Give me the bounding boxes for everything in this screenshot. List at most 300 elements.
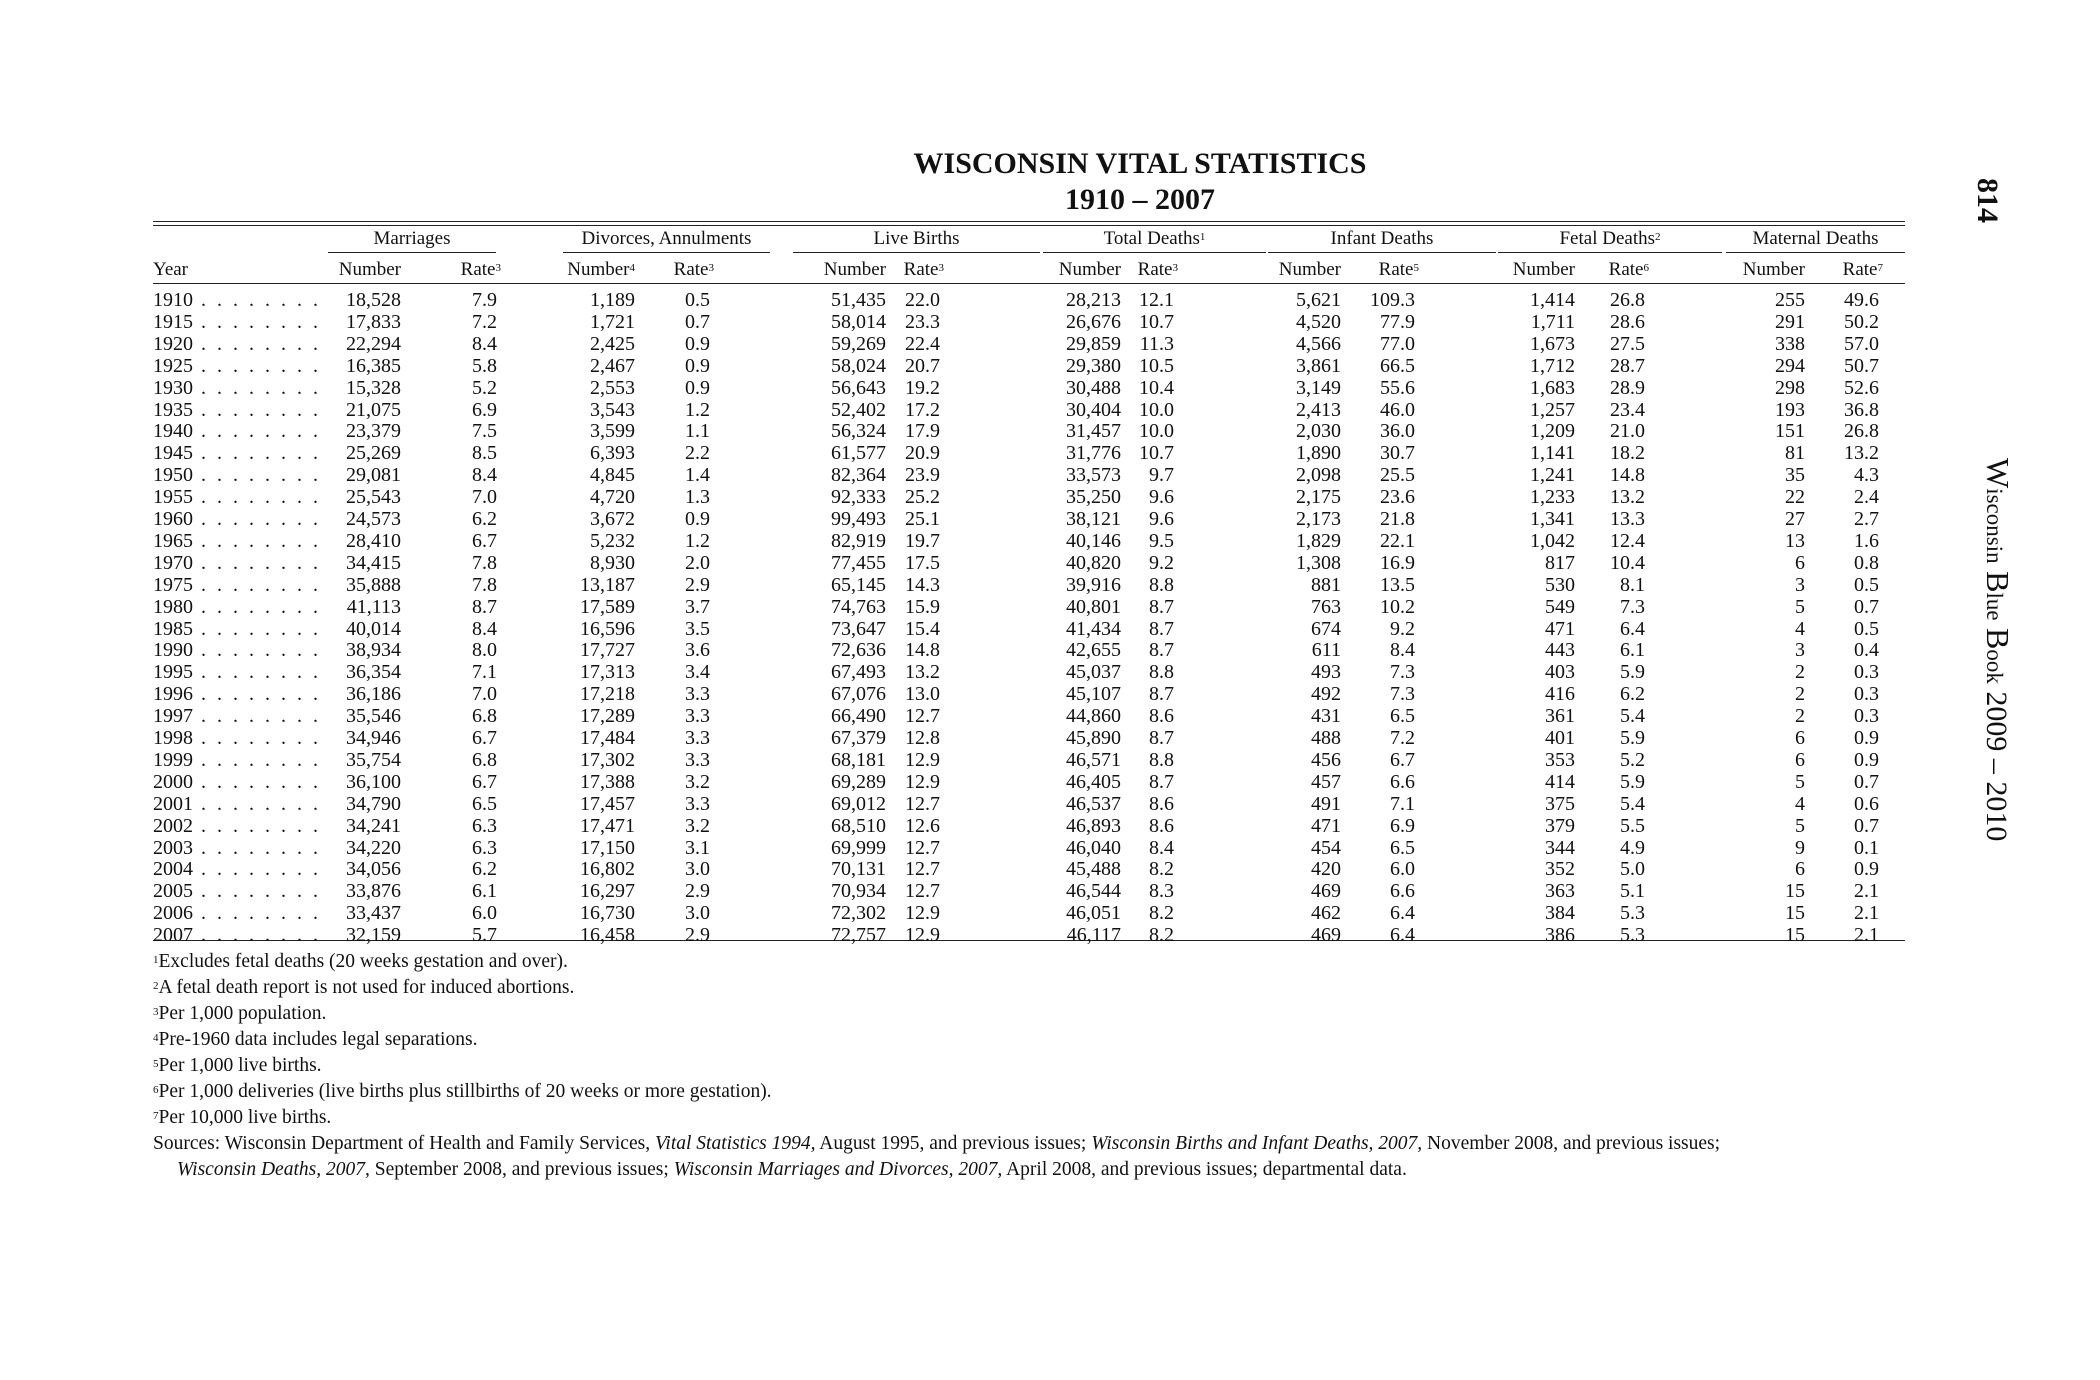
leader-dots: . . . . . . . . — [201, 420, 321, 443]
year-cell: 1930 — [153, 376, 193, 399]
number-cell: 9 — [1795, 836, 1805, 859]
number-cell: 39,916 — [1066, 573, 1121, 596]
rate-cell: 10.5 — [1139, 354, 1174, 377]
rate-cell: 1.1 — [685, 420, 710, 443]
rate-cell: 5.7 — [472, 924, 497, 947]
leader-dots: . . . . . . . . — [201, 398, 321, 421]
table-row — [153, 530, 1905, 552]
number-cell: 1,257 — [1530, 398, 1575, 421]
table-row — [153, 442, 1905, 464]
number-header-5: Number — [1278, 259, 1341, 280]
number-cell: 2,030 — [1296, 420, 1341, 443]
rate-cell: 6.9 — [1390, 814, 1415, 837]
rate-cell: 10.4 — [1139, 376, 1174, 399]
number-cell: 58,024 — [831, 354, 886, 377]
number-cell: 1,711 — [1530, 310, 1575, 333]
number-cell: 17,313 — [580, 661, 635, 684]
number-cell: 35,754 — [346, 748, 401, 771]
number-cell: 291 — [1775, 310, 1805, 333]
table-row — [153, 924, 1905, 946]
number-cell: 99,493 — [831, 508, 886, 530]
rate-cell: 3.3 — [685, 748, 710, 771]
rate-cell: 12.1 — [1139, 289, 1174, 311]
number-cell: 29,859 — [1066, 332, 1121, 355]
rate-cell: 5.9 — [1620, 727, 1645, 749]
rate-cell: 12.7 — [905, 880, 940, 903]
number-cell: 38,934 — [346, 639, 401, 662]
rate-cell: 23.4 — [1610, 398, 1645, 421]
number-cell: 493 — [1311, 661, 1341, 684]
number-cell: 46,537 — [1066, 792, 1121, 815]
number-header-7: Number — [1742, 259, 1805, 280]
rate-cell: 52.6 — [1844, 376, 1879, 399]
rate-cell: 13.2 — [1610, 486, 1645, 509]
number-cell: 34,241 — [346, 814, 401, 837]
year-cell: 2006 — [153, 902, 193, 925]
number-cell: 353 — [1545, 748, 1575, 771]
number-cell: 1,141 — [1530, 442, 1575, 465]
year-cell: 2000 — [153, 770, 193, 793]
number-cell: 25,269 — [346, 442, 401, 465]
rate-cell: 10.0 — [1139, 420, 1174, 443]
rate-cell: 5.3 — [1620, 924, 1645, 947]
number-cell: 17,457 — [580, 792, 635, 815]
rate-cell: 6.7 — [1390, 748, 1415, 771]
rate-cell: 8.8 — [1149, 748, 1174, 771]
rate-cell: 12.9 — [905, 902, 940, 925]
rate-cell: 9.6 — [1149, 486, 1174, 509]
rate-cell: 0.1 — [1854, 836, 1879, 859]
leader-dots: . . . . . . . . — [201, 551, 321, 574]
rate-cell: 7.1 — [472, 661, 497, 684]
number-cell: 2 — [1795, 705, 1805, 728]
number-cell: 457 — [1311, 770, 1341, 793]
number-cell: 45,488 — [1066, 858, 1121, 881]
number-cell: 21,075 — [346, 398, 401, 421]
year-cell: 1998 — [153, 727, 193, 749]
rate-cell: 7.1 — [1390, 792, 1415, 815]
number-cell: 30,488 — [1066, 376, 1121, 399]
rate-cell: 5.4 — [1620, 705, 1645, 728]
number-cell: 361 — [1545, 705, 1575, 728]
number-cell: 431 — [1311, 705, 1341, 728]
number-cell: 16,458 — [580, 924, 635, 947]
rate-cell: 8.7 — [1149, 683, 1174, 706]
rate-cell: 9.2 — [1149, 551, 1174, 574]
rate-cell: 7.3 — [1390, 683, 1415, 706]
number-cell: 5 — [1795, 814, 1805, 837]
leader-dots: . . . . . . . . — [201, 770, 321, 793]
rate-cell: 8.1 — [1620, 573, 1645, 596]
number-cell: 3,543 — [590, 398, 635, 421]
rate-cell: 28.6 — [1610, 310, 1645, 333]
number-cell: 15 — [1785, 880, 1805, 903]
rate-cell: 6.6 — [1390, 770, 1415, 793]
rate-cell: 12.7 — [905, 705, 940, 728]
rate-cell: 8.7 — [1149, 770, 1174, 793]
number-cell: 40,820 — [1066, 551, 1121, 574]
number-cell: 2 — [1795, 661, 1805, 684]
number-cell: 2,175 — [1296, 486, 1341, 509]
rate-cell: 6.2 — [1620, 683, 1645, 706]
number-cell: 2,173 — [1296, 508, 1341, 530]
rate-header-4: Rate$^3$ — [1137, 259, 1178, 280]
number-cell: 72,757 — [831, 924, 886, 947]
rate-cell: 36.8 — [1844, 398, 1879, 421]
number-cell: 70,934 — [831, 880, 886, 903]
number-cell: 1,721 — [590, 310, 635, 333]
number-cell: 16,596 — [580, 617, 635, 640]
rate-cell: 12.9 — [905, 748, 940, 771]
rate-header-7: Rate$^7$ — [1842, 259, 1883, 280]
page-number: 814 — [1971, 178, 2004, 223]
rate-cell: 8.8 — [1149, 661, 1174, 684]
number-cell: 763 — [1311, 595, 1341, 618]
number-cell: 34,056 — [346, 858, 401, 881]
number-cell: 17,484 — [580, 727, 635, 749]
number-cell: 35 — [1785, 464, 1805, 487]
rate-cell: 14.3 — [905, 573, 940, 596]
rate-cell: 8.3 — [1149, 880, 1174, 903]
leader-dots: . . . . . . . . — [201, 289, 321, 311]
running-head: Wisconsin Blue Book 2009 – 2010 — [1980, 458, 2016, 842]
number-cell: 5,232 — [590, 529, 635, 552]
number-cell: 27 — [1785, 508, 1805, 530]
rate-cell: 17.5 — [905, 551, 940, 574]
number-cell: 363 — [1545, 880, 1575, 903]
rate-cell: 3.0 — [685, 858, 710, 881]
number-cell: 59,269 — [831, 332, 886, 355]
rate-cell: 0.5 — [1854, 573, 1879, 596]
number-cell: 34,415 — [346, 551, 401, 574]
rate-cell: 8.4 — [1149, 836, 1174, 859]
rate-cell: 6.7 — [472, 727, 497, 749]
rate-cell: 55.6 — [1380, 376, 1415, 399]
number-cell: 74,763 — [831, 595, 886, 618]
number-cell: 31,457 — [1066, 420, 1121, 443]
rate-cell: 7.3 — [1390, 661, 1415, 684]
rate-cell: 8.4 — [472, 332, 497, 355]
rate-cell: 6.1 — [472, 880, 497, 903]
rate-cell: 8.6 — [1149, 705, 1174, 728]
year-header: Year — [153, 259, 189, 280]
number-cell: 3,861 — [1296, 354, 1341, 377]
number-cell: 16,802 — [580, 858, 635, 881]
year-cell: 1995 — [153, 661, 193, 684]
rate-cell: 5.2 — [472, 376, 497, 399]
rate-cell: 5.0 — [1620, 858, 1645, 881]
rate-cell: 8.7 — [1149, 595, 1174, 618]
number-cell: 28,410 — [346, 529, 401, 552]
number-cell: 471 — [1545, 617, 1575, 640]
number-cell: 31,776 — [1066, 442, 1121, 465]
rate-cell: 25.5 — [1380, 464, 1415, 487]
number-cell: 23,379 — [346, 420, 401, 443]
number-cell: 29,380 — [1066, 354, 1121, 377]
number-cell: 1,233 — [1530, 486, 1575, 509]
rate-cell: 10.2 — [1380, 595, 1415, 618]
number-cell: 52,402 — [831, 398, 886, 421]
group-header-3: Live Births — [793, 226, 1040, 253]
number-cell: 469 — [1311, 924, 1341, 947]
number-cell: 35,888 — [346, 573, 401, 596]
number-header-6: Number — [1512, 259, 1575, 280]
number-cell: 8,930 — [590, 551, 635, 574]
number-cell: 414 — [1545, 770, 1575, 793]
number-cell: 2,553 — [590, 376, 635, 399]
number-cell: 3,149 — [1296, 376, 1341, 399]
rate-cell: 13.2 — [1844, 442, 1879, 465]
footnote-2: $^2$A fetal death report is not used for induced abortions. — [153, 977, 575, 998]
number-cell: 41,113 — [346, 595, 401, 618]
number-cell: 22 — [1785, 486, 1805, 509]
number-cell: 1,683 — [1530, 376, 1575, 399]
number-cell: 41,434 — [1066, 617, 1121, 640]
number-cell: 15,328 — [346, 376, 401, 399]
rate-cell: 13.0 — [905, 683, 940, 706]
leader-dots: . . . . . . . . — [201, 727, 321, 749]
rate-cell: 6.8 — [472, 748, 497, 771]
number-cell: 1,829 — [1296, 529, 1341, 552]
rate-cell: 8.4 — [472, 617, 497, 640]
leader-dots: . . . . . . . . — [201, 376, 321, 399]
rate-cell: 2.9 — [685, 924, 710, 947]
number-cell: 81 — [1785, 442, 1805, 465]
rate-cell: 2.1 — [1854, 902, 1879, 925]
year-cell: 2004 — [153, 858, 193, 881]
table-row — [153, 727, 1905, 749]
number-cell: 420 — [1311, 858, 1341, 881]
rate-cell: 22.4 — [905, 332, 940, 355]
number-cell: 416 — [1545, 683, 1575, 706]
table-row — [153, 377, 1905, 399]
rate-cell: 8.7 — [1149, 639, 1174, 662]
rate-cell: 0.5 — [1854, 617, 1879, 640]
leader-dots: . . . . . . . . — [201, 924, 321, 947]
rate-cell: 0.9 — [685, 376, 710, 399]
table-row — [153, 683, 1905, 705]
rate-cell: 0.5 — [685, 289, 710, 311]
footnote-4: $^4$Pre-1960 data includes legal separations. — [153, 1029, 478, 1050]
number-cell: 72,636 — [831, 639, 886, 662]
year-cell: 1997 — [153, 705, 193, 728]
rate-cell: 5.9 — [1620, 770, 1645, 793]
sources-note: Sources: Wisconsin Department of Health and Family Services, Vital Statistics 1994, August 1995, and previous issues; Wisconsin Births and Infant Deaths, 2007, November 2008, and previous issues; — [153, 1133, 1721, 1154]
rate-cell: 2.1 — [1854, 880, 1879, 903]
number-cell: 469 — [1311, 880, 1341, 903]
rate-cell: 0.9 — [685, 508, 710, 530]
number-cell: 255 — [1775, 289, 1805, 311]
rate-cell: 8.2 — [1149, 858, 1174, 881]
number-cell: 25,543 — [346, 486, 401, 509]
footnotes — [153, 949, 1913, 1183]
rate-cell: 0.3 — [1854, 661, 1879, 684]
number-cell: 35,250 — [1066, 486, 1121, 509]
number-cell: 17,218 — [580, 683, 635, 706]
rate-cell: 14.8 — [1610, 464, 1645, 487]
rate-cell: 5.3 — [1620, 902, 1645, 925]
rate-cell: 6.0 — [1390, 858, 1415, 881]
number-cell: 28,213 — [1066, 289, 1121, 311]
number-cell: 3 — [1795, 639, 1805, 662]
footnote-7: $^7$Per 10,000 live births. — [153, 1107, 332, 1128]
rate-cell: 3.0 — [685, 902, 710, 925]
number-cell: 29,081 — [346, 464, 401, 487]
number-cell: 72,302 — [831, 902, 886, 925]
number-cell: 6 — [1795, 858, 1805, 881]
rate-cell: 6.4 — [1390, 924, 1415, 947]
group-header-5: Infant Deaths — [1268, 226, 1496, 253]
number-cell: 1,189 — [590, 289, 635, 311]
number-cell: 70,131 — [831, 858, 886, 881]
table-row — [153, 661, 1905, 683]
year-cell: 2003 — [153, 836, 193, 859]
rate-cell: 21.0 — [1610, 420, 1645, 443]
rate-cell: 0.9 — [1854, 748, 1879, 771]
footnote-1: $^1$Excludes fetal deaths (20 weeks gestation and over). — [153, 951, 568, 972]
year-cell: 1965 — [153, 529, 193, 552]
number-cell: 13,187 — [580, 573, 635, 596]
number-cell: 56,643 — [831, 376, 886, 399]
year-cell: 1915 — [153, 310, 193, 333]
rate-cell: 7.2 — [1390, 727, 1415, 749]
leader-dots: . . . . . . . . — [201, 617, 321, 640]
number-cell: 18,528 — [346, 289, 401, 311]
number-cell: 34,220 — [346, 836, 401, 859]
leader-dots: . . . . . . . . — [201, 486, 321, 509]
rate-cell: 8.6 — [1149, 792, 1174, 815]
rate-cell: 6.5 — [472, 792, 497, 815]
year-cell: 1910 — [153, 289, 193, 311]
number-cell: 46,571 — [1066, 748, 1121, 771]
number-cell: 36,354 — [346, 661, 401, 684]
rate-cell: 6.5 — [1390, 836, 1415, 859]
number-cell: 2,467 — [590, 354, 635, 377]
number-cell: 15 — [1785, 924, 1805, 947]
rate-cell: 0.7 — [1854, 770, 1879, 793]
rate-cell: 8.5 — [472, 442, 497, 465]
number-cell: 46,040 — [1066, 836, 1121, 859]
number-cell: 77,455 — [831, 551, 886, 574]
group-header-1: Marriages — [328, 226, 496, 253]
number-cell: 4 — [1795, 617, 1805, 640]
year-cell: 1935 — [153, 398, 193, 421]
number-cell: 1,673 — [1530, 332, 1575, 355]
year-cell: 1925 — [153, 354, 193, 377]
rate-cell: 77.9 — [1380, 310, 1415, 333]
rate-cell: 6.6 — [1390, 880, 1415, 903]
number-cell: 294 — [1775, 354, 1805, 377]
rate-cell: 28.7 — [1610, 354, 1645, 377]
rate-cell: 3.2 — [685, 770, 710, 793]
rate-cell: 36.0 — [1380, 420, 1415, 443]
rate-header-6: Rate$^6$ — [1608, 259, 1649, 280]
year-cell: 1980 — [153, 595, 193, 618]
rate-cell: 77.0 — [1380, 332, 1415, 355]
number-cell: 16,730 — [580, 902, 635, 925]
rate-cell: 11.3 — [1139, 332, 1174, 355]
number-cell: 492 — [1311, 683, 1341, 706]
number-cell: 51,435 — [831, 289, 886, 311]
year-cell: 2005 — [153, 880, 193, 903]
table-row — [153, 837, 1905, 859]
rate-cell: 1.3 — [685, 486, 710, 509]
table-row — [153, 289, 1905, 311]
rate-cell: 5.2 — [1620, 748, 1645, 771]
rate-cell: 8.6 — [1149, 814, 1174, 837]
year-cell: 1920 — [153, 332, 193, 355]
number-cell: 298 — [1775, 376, 1805, 399]
number-header-1: Number — [338, 259, 401, 280]
table-row — [153, 705, 1905, 727]
rate-cell: 8.7 — [1149, 617, 1174, 640]
number-cell: 674 — [1311, 617, 1341, 640]
year-cell: 2001 — [153, 792, 193, 815]
rate-cell: 6.3 — [472, 836, 497, 859]
rate-cell: 6.7 — [472, 529, 497, 552]
number-cell: 386 — [1545, 924, 1575, 947]
rate-cell: 14.8 — [905, 639, 940, 662]
rate-header-3: Rate$^3$ — [903, 259, 944, 280]
rate-cell: 4.3 — [1854, 464, 1879, 487]
rate-cell: 0.9 — [685, 332, 710, 355]
rate-cell: 2.2 — [685, 442, 710, 465]
leader-dots: . . . . . . . . — [201, 792, 321, 815]
number-cell: 61,577 — [831, 442, 886, 465]
number-cell: 338 — [1775, 332, 1805, 355]
rate-cell: 23.9 — [905, 464, 940, 487]
rate-cell: 3.6 — [685, 639, 710, 662]
number-cell: 375 — [1545, 792, 1575, 815]
table-row — [153, 574, 1905, 596]
rate-cell: 15.9 — [905, 595, 940, 618]
leader-dots: . . . . . . . . — [201, 748, 321, 771]
number-cell: 352 — [1545, 858, 1575, 881]
number-cell: 22,294 — [346, 332, 401, 355]
number-cell: 2 — [1795, 683, 1805, 706]
rate-cell: 13.3 — [1610, 508, 1645, 530]
number-cell: 17,289 — [580, 705, 635, 728]
rate-cell: 13.5 — [1380, 573, 1415, 596]
number-cell: 6 — [1795, 727, 1805, 749]
number-cell: 58,014 — [831, 310, 886, 333]
table-row — [153, 639, 1905, 661]
number-cell: 34,790 — [346, 792, 401, 815]
number-cell: 817 — [1545, 551, 1575, 574]
rate-cell: 15.4 — [905, 617, 940, 640]
number-cell: 471 — [1311, 814, 1341, 837]
rate-cell: 6.0 — [472, 902, 497, 925]
table-row — [153, 858, 1905, 880]
leader-dots: . . . . . . . . — [201, 310, 321, 333]
rate-cell: 2.4 — [1854, 486, 1879, 509]
leader-dots: . . . . . . . . — [201, 814, 321, 837]
year-cell: 2002 — [153, 814, 193, 837]
number-cell: 17,471 — [580, 814, 635, 837]
number-cell: 17,388 — [580, 770, 635, 793]
rate-cell: 25.1 — [905, 508, 940, 530]
rate-cell: 27.5 — [1610, 332, 1645, 355]
rate-cell: 22.1 — [1380, 529, 1415, 552]
sources-note-cont: Wisconsin Deaths, 2007, September 2008, and previous issues; Wisconsin Marriages and Divorces, 2007, April 2008, and previous issues; departmental data. — [177, 1159, 1407, 1180]
number-cell: 13 — [1785, 529, 1805, 552]
number-cell: 6 — [1795, 748, 1805, 771]
rate-cell: 9.7 — [1149, 464, 1174, 487]
number-cell: 73,647 — [831, 617, 886, 640]
rate-cell: 7.0 — [472, 683, 497, 706]
rate-cell: 8.2 — [1149, 924, 1174, 947]
rate-cell: 23.3 — [905, 310, 940, 333]
